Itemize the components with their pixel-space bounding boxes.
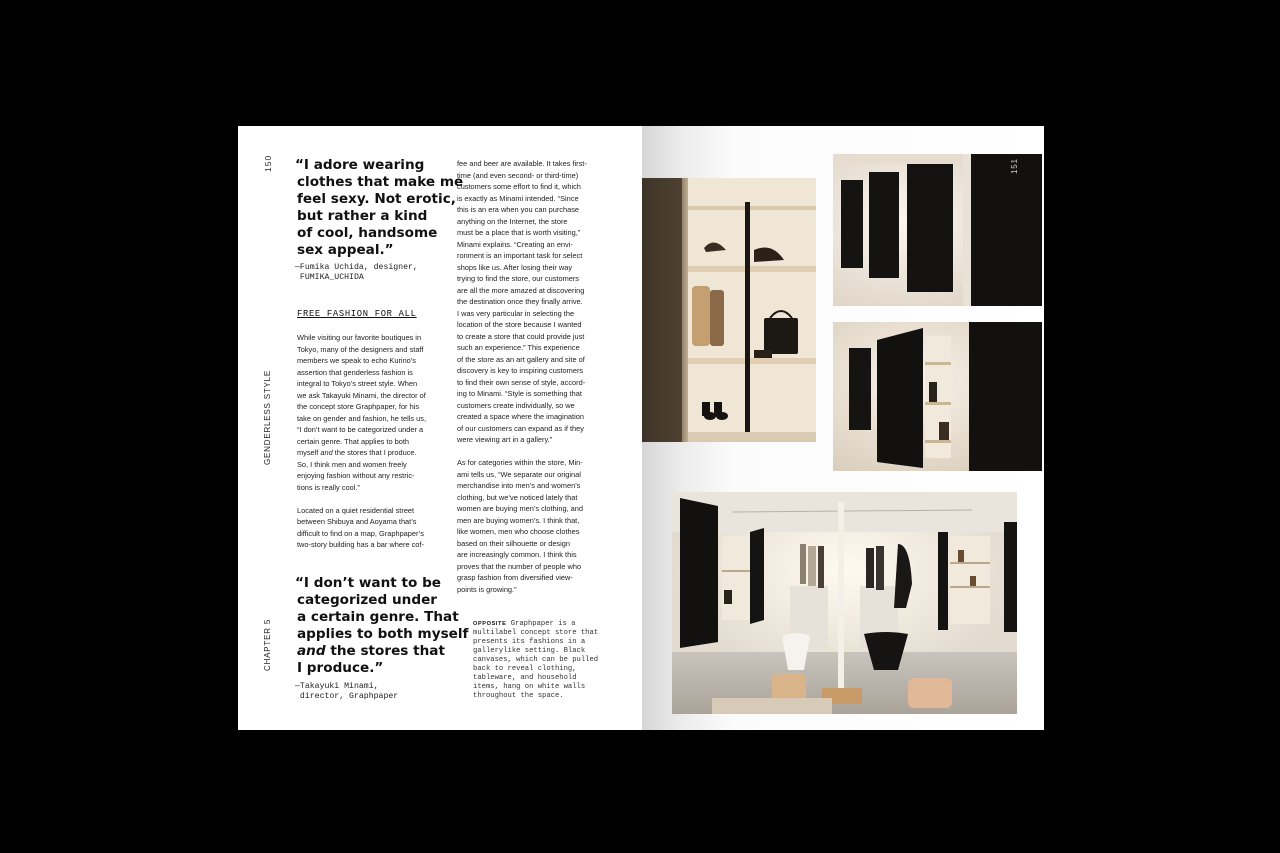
shop-shelves-image [642, 178, 816, 442]
body-line: tions is really cool.” [297, 482, 360, 492]
caption-label: OPPOSITE [473, 621, 507, 627]
body-line: assertion that genderless fashion is [297, 367, 413, 377]
body-line: customers some effort to find it, which [457, 182, 581, 191]
body-line: fee and beer are available. It takes first- [457, 159, 587, 168]
body-line: certain genre. That applies to both [297, 436, 410, 446]
body-text: myself [297, 448, 321, 457]
body-line: So, I think men and women freely [297, 459, 407, 469]
body-line: discovery is key to inspiring customers [457, 366, 584, 375]
body-line: integral to Tokyo’s street style. When [297, 379, 418, 388]
body-line: such an experience.” This experience [457, 343, 580, 352]
body-line: are increasingly common. I think this [457, 550, 577, 559]
body-line: As for categories within the store, Min- [457, 458, 583, 467]
pullquote-line: categorized under [297, 592, 437, 608]
pullquote-line: sex appeal.” [297, 242, 394, 258]
pullquote-text: the stores that [325, 643, 445, 659]
magazine-spread [238, 126, 1044, 730]
body-line: take on gender and fashion, he tells us, [297, 413, 427, 423]
pullquote-line: “I adore wearing [295, 157, 425, 173]
body-line: ami tells us, “We separate our original [457, 469, 581, 479]
body-line: anything on the Internet, the store [457, 216, 568, 226]
pullquote-2-attribution [295, 682, 398, 702]
pullquote-line: feel sexy. Not erotic, [297, 191, 456, 207]
store-interior-image [672, 492, 1017, 714]
caption-line: tableware, and household [473, 674, 577, 682]
running-section-title: GENDERLESS STYLE [263, 369, 272, 465]
body-line: between Shibuya and Aoyama that’s [297, 517, 417, 526]
body-line [297, 447, 443, 459]
body-line: shops like us. After losing their way [457, 262, 573, 272]
page-number-right: 151 [1010, 158, 1019, 174]
body-line: ing to Minami. “Style is something that [457, 389, 582, 398]
body-line: we ask Takayuki Minami, the director of [297, 390, 426, 400]
body-line: trying to find the store, our customers [457, 274, 579, 283]
attribution-line: FUMIKA_UCHIDA [295, 273, 364, 282]
body-line: were viewing art in a gallery.” [457, 435, 553, 444]
pullquote-line: but rather a kind [297, 208, 428, 224]
body-line: merchandise into men’s and women’s [457, 481, 581, 490]
canvas-pulled-back-photo [833, 322, 1042, 471]
body-line: created a space where the imagination [457, 412, 584, 421]
shop-shelves-photo [642, 178, 816, 442]
body-line: members we speak to echo Kurino’s [297, 356, 416, 365]
body-line: two-story building has a bar where cof- [297, 540, 424, 549]
emphasis-and: and [297, 643, 326, 659]
body-line: enjoying fashion without any restric- [297, 471, 415, 480]
body-line: to create a store that could provide just [457, 331, 585, 341]
body-line: this is an era when you can purchase [457, 205, 580, 214]
emphasis-and: and [320, 448, 333, 457]
caption-text: Graphpaper is a [506, 620, 576, 628]
caption-line: presents its fashions in a [473, 638, 586, 646]
body-line: clothing, but we’ve noticed lately that [457, 492, 578, 502]
body-line: grasp fashion from diversified view- [457, 573, 573, 582]
pullquote-line: of cool, handsome [297, 225, 438, 241]
body-line: Located on a quiet residential street [297, 505, 415, 515]
store-interior-photo [672, 492, 1017, 714]
body-line: are all the more amazed at discovering [457, 285, 585, 295]
caption-line: canvases, which can be pulled [473, 656, 599, 664]
body-line: like women, men who choose clothes [457, 527, 580, 536]
body-line: I was very particular in selecting the [457, 308, 575, 318]
body-line: proves that the number of people who [457, 561, 582, 571]
attribution-line: director, Graphpaper [295, 692, 399, 701]
body-line: based on their silhouette or design [457, 538, 570, 548]
body-line: the concept store Graphpaper, for his [297, 402, 420, 411]
caption-line: back to reveal clothing, [473, 665, 577, 673]
body-line: of the store as an art gallery and site of [457, 354, 585, 364]
caption-line: items, hang on white walls [473, 683, 586, 691]
pullquote-line [295, 643, 455, 660]
attribution-line: —Takayuki Minami, [295, 682, 379, 691]
body-line: the destination once they finally arrive. [457, 297, 583, 306]
caption-line: gallerylike setting. Black [473, 647, 586, 655]
body-line: must be a place that is worth visiting,” [457, 228, 581, 237]
body-line: time (and even second- or third-time) [457, 170, 579, 180]
body-line: men are buying women’s. I think that, [457, 515, 580, 525]
pullquote-line: clothes that make me [297, 174, 464, 190]
caption-line: multilabel concept store that [473, 629, 599, 637]
running-chapter-title: CHAPTER 5 [263, 618, 272, 671]
body-line: to find their own sense of style, accord- [457, 377, 586, 387]
pullquote-line: “I don’t want to be [295, 575, 442, 591]
attribution-line: —Fumika Uchida, designer, [295, 263, 418, 272]
pullquote-line: applies to both myself [297, 626, 469, 642]
pullquote-1 [295, 157, 464, 259]
body-line: ronment is an important task for select [457, 251, 583, 260]
section-subhead: FREE FASHION FOR ALL [297, 309, 417, 319]
caption-line: throughout the space. [473, 692, 564, 700]
body-line: points is growing.” [457, 584, 517, 594]
body-line: Tokyo, many of the designers and staff [297, 344, 424, 354]
pullquote-2 [295, 575, 469, 677]
body-line: is exactly as Minami intended. “Since [457, 193, 579, 203]
body-line: customers create individually, so we [457, 400, 575, 410]
pullquote-line: a certain genre. That [297, 609, 459, 625]
left-page [238, 126, 642, 730]
right-page [642, 126, 1044, 730]
body-line: women are buying men’s clothing, and [457, 504, 583, 513]
photo-caption [473, 620, 603, 701]
body-column-1 [297, 332, 443, 551]
body-line: difficult to find on a map, Graphpaper’s [297, 528, 424, 538]
body-line: While visiting our favorite boutiques in [297, 333, 422, 342]
body-line: of our customers can expand as if they [457, 423, 584, 433]
caption-line [473, 620, 603, 629]
body-line: Minami explains. “Creating an envi- [457, 239, 573, 249]
canvas-pulled-back-image [833, 322, 1042, 471]
pullquote-line: I produce.” [297, 660, 384, 676]
body-line: “I don’t want to be categorized under a [297, 425, 424, 434]
body-text: the stores that I produce. [332, 448, 417, 457]
page-number-left: 150 [263, 154, 273, 172]
black-canvases-image [833, 154, 1042, 306]
pullquote-1-attribution [295, 263, 418, 283]
body-line: location of the store because I wanted [457, 320, 582, 329]
body-column-2 [457, 158, 602, 595]
black-canvases-photo [833, 154, 1042, 306]
